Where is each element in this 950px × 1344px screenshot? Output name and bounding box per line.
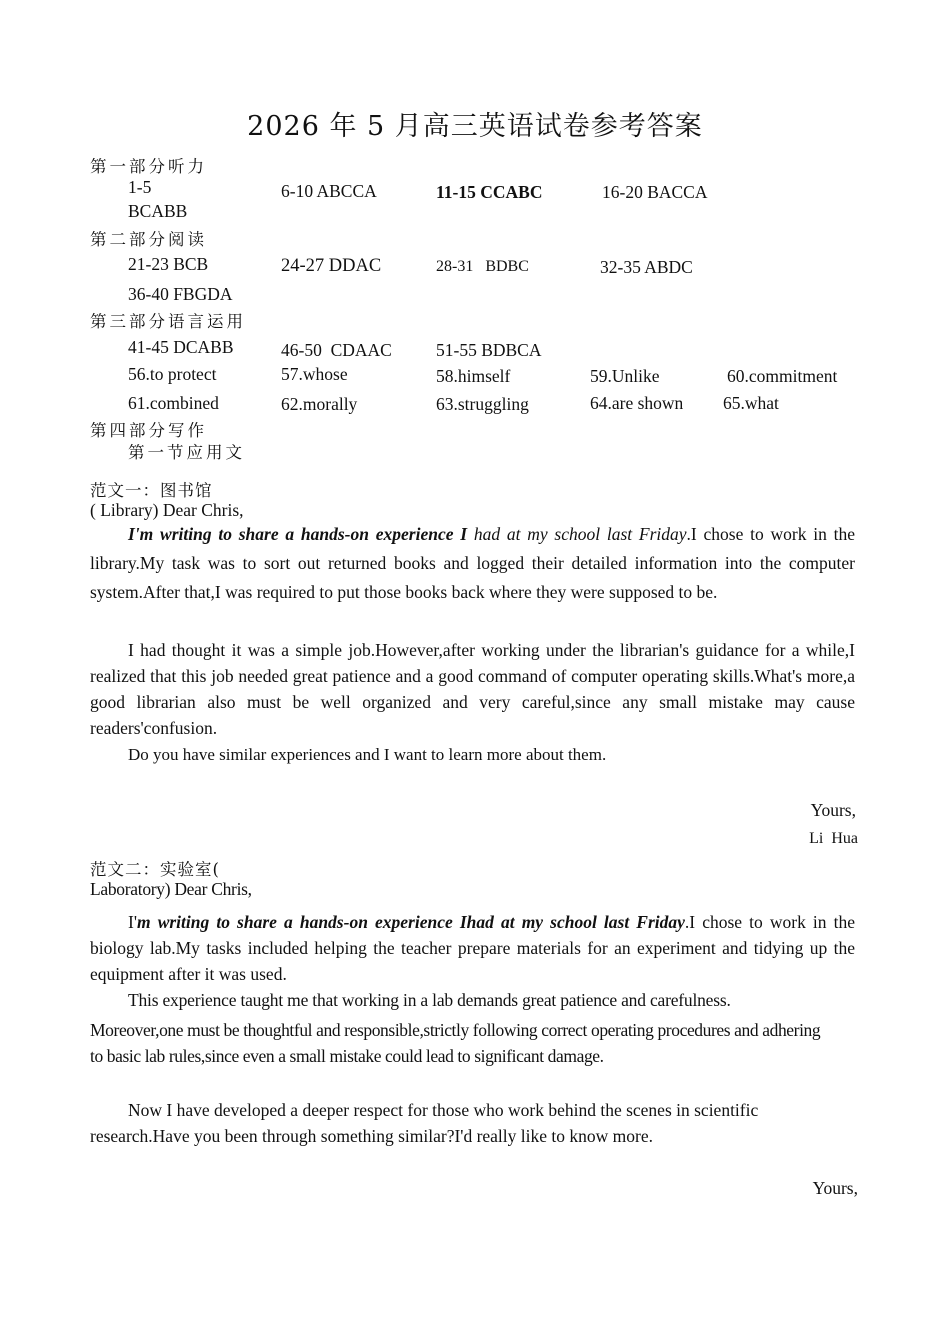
part1-answer-1-letters: BCABB bbox=[128, 201, 188, 221]
essay2-paragraph-3: Now I have developed a deeper respect for those who work behind the scenes in scientific research.Have you been through something similar?I'd really like to know more. bbox=[90, 1100, 759, 1146]
essay2-paragraph-1 bbox=[90, 909, 855, 987]
essay1-label: 范文一：图书馆 bbox=[90, 481, 213, 500]
essay1-paragraph-2: I had thought it was a simple job.However,after working under the librarian's guidance for a while,I realized that this job needed great patience and a good command of computer operating skills.What's more,a good librarian also must be well organized and very careful,since any small mistake may cause readers'confusion. bbox=[90, 640, 855, 738]
answer-61: 61.combined bbox=[128, 393, 219, 413]
part2-answer-3: 28-31 BDBC bbox=[436, 258, 529, 275]
essay2-closing: Yours, bbox=[812, 1178, 858, 1198]
essay2-paragraph-2-line-1: This experience taught me that working in a lab demands great patience and carefulness. bbox=[128, 990, 731, 1010]
part4-subheading: 第一节应用文 bbox=[128, 443, 245, 462]
answer-59: 59.Unlike bbox=[590, 366, 660, 386]
answer-65: 65.what bbox=[723, 393, 779, 413]
essay1-opening-italic: had at my school last Friday bbox=[467, 524, 687, 544]
essay2-paragraph-2: Moreover,one must be thoughtful and responsible,strictly following correct operating procedures and adhering to basic lab rules,since even a small mistake could lead to significant damage. bbox=[90, 1020, 821, 1066]
part2-answer-2: 24-27 DDAC bbox=[281, 256, 382, 276]
part1-answer-2: 6-10 ABCCA bbox=[281, 181, 377, 201]
part3-answer-3: 51-55 BDBCA bbox=[436, 340, 542, 360]
essay2-paragraph-1-text: .I chose to work in the biology lab.My tasks included helping the teacher prepare materials for an experiment and tidying up the equipment after it was used. bbox=[90, 912, 855, 984]
essay2-opening-bold: m writing to share a hands-on experience Ihad at my school last Friday bbox=[136, 912, 685, 932]
part1-answer-4: 16-20 BACCA bbox=[602, 182, 708, 202]
part1-heading: 第一部分听力 bbox=[90, 157, 207, 176]
essay2-label: 范文二：实验室( bbox=[90, 860, 220, 879]
part1-answer-3: 11-15 CCABC bbox=[436, 182, 543, 202]
answer-58: 58.himself bbox=[436, 366, 511, 386]
part3-answer-2: 46-50 CDAAC bbox=[281, 340, 392, 360]
essay1-signature: Li Hua bbox=[809, 830, 858, 847]
answer-60: 60.commitment bbox=[727, 366, 838, 386]
part1-answer-1: 1-5 bbox=[128, 177, 152, 197]
part2-heading: 第二部分阅读 bbox=[90, 230, 207, 249]
part4-heading: 第四部分写作 bbox=[90, 421, 207, 440]
answer-63: 63.struggling bbox=[436, 394, 529, 414]
part2-answer-1: 21-23 BCB bbox=[128, 254, 209, 274]
essay1-closing: Yours, bbox=[810, 800, 856, 820]
essay2-opening-start: I' bbox=[128, 912, 137, 932]
answer-62: 62.morally bbox=[281, 394, 358, 414]
answer-56: 56.to protect bbox=[128, 364, 217, 384]
essay1-paragraph-3: Do you have similar experiences and I want to learn more about them. bbox=[128, 745, 607, 764]
essay1-opening-bold: I'm writing to share a hands-on experience I bbox=[128, 524, 468, 544]
answer-57: 57.whose bbox=[281, 364, 348, 384]
essay2-greeting: Laboratory) Dear Chris, bbox=[90, 879, 252, 899]
part3-answer-1: 41-45 DCABB bbox=[128, 337, 234, 357]
essay1-paragraph-1 bbox=[90, 520, 855, 607]
page-title: 2026 年 5 月高三英语试卷参考答案 bbox=[247, 111, 703, 142]
part3-heading: 第三部分语言运用 bbox=[90, 312, 246, 331]
part2-answer-5: 36-40 FBGDA bbox=[128, 284, 233, 304]
part2-answer-4: 32-35 ABDC bbox=[600, 257, 693, 277]
essay1-greeting: ( Library) Dear Chris, bbox=[90, 500, 244, 520]
essay1-paragraph-1-text: .I chose to work in the library.My task was to sort out returned books and logged their detailed information into the computer system.After that,I was required to put those books back where they were supposed to be. bbox=[90, 524, 855, 602]
answer-64: 64.are shown bbox=[590, 393, 684, 413]
